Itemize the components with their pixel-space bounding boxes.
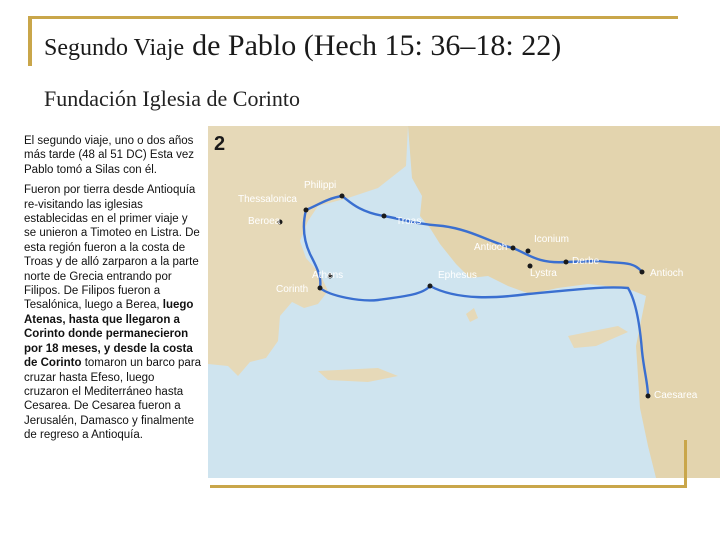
dot-antioch-syria <box>640 270 645 275</box>
paragraph-1: El segundo viaje, uno o dos años más tarde (48 al 51 DC) Esta vez Pablo tomó a Silas con él. <box>24 135 195 176</box>
dot-iconium <box>526 249 531 254</box>
dot-caesarea <box>646 394 651 399</box>
label-ephesus: Ephesus <box>438 270 477 281</box>
label-antioch-pisidia: Antioch <box>474 242 508 253</box>
dot-ephesus <box>428 284 433 289</box>
title-rule <box>28 16 678 19</box>
label-derbe: Derbe <box>572 256 600 267</box>
dot-corinth <box>318 286 323 291</box>
bottom-rule <box>210 485 685 488</box>
map-number: 2 <box>214 133 226 155</box>
label-beroea: Beroea <box>248 216 281 227</box>
paragraph-2-end: tomaron un barco para cruzar hasta Efeso, luego cruzaron el Mediterráneo hasta Cesarea. De Cesarea fueron a Jerusalén, Damasco y finalmente de regreso a Antioquía. <box>24 357 202 442</box>
label-troas: Troas <box>396 216 422 227</box>
title-accent-bar <box>28 16 32 66</box>
label-thessalonica: Thessalonica <box>238 194 297 205</box>
paragraph-2-normal: Fueron por tierra desde Antioquía re-visitando las iglesias establecidas en el primer viaje y se unieron a Timoteo en Listra. De esta región fueron a la costa de Troas y de alló zarparon a la parte norte de Grecia entrando por Filipos. De Filipos fueron a Tesalónica, luego a Berea, <box>24 184 200 312</box>
label-philippi: Philippi <box>304 180 337 191</box>
label-corinth: Corinth <box>276 284 309 295</box>
label-lystra: Lystra <box>530 268 557 279</box>
paragraph-2-bold: luego Atenas, hasta que llegaron a Corinto donde permanecieron por 18 meses, y desde la costa de Corinto <box>24 299 194 370</box>
dot-antioch-pisidia <box>511 246 516 251</box>
label-caesarea: Caesarea <box>654 390 698 401</box>
journey-map <box>208 126 720 478</box>
dot-thessalonica <box>304 208 309 213</box>
paragraph-2 <box>24 183 202 442</box>
slide-title <box>44 26 561 63</box>
title-part-2: de Pablo (Hech 15: 36–18: 22) <box>192 29 562 62</box>
map-svg <box>208 126 720 478</box>
label-antioch-syria: Antioch <box>650 268 684 279</box>
label-iconium: Iconium <box>534 234 570 245</box>
dot-derbe <box>564 260 569 265</box>
dot-philippi <box>340 194 345 199</box>
bottom-accent-bar <box>684 440 687 488</box>
slide-subtitle: Fundación Iglesia de Corinto <box>44 86 301 111</box>
body-text <box>24 134 202 449</box>
title-part-1: Segundo Viaje <box>44 35 185 61</box>
dot-troas <box>382 214 387 219</box>
label-athens: Athens <box>312 270 344 281</box>
